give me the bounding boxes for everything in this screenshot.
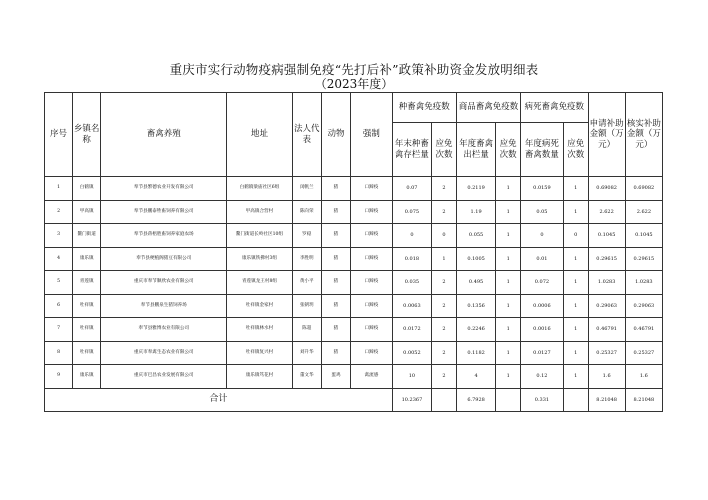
cell-commercial-count: 1: [496, 247, 521, 271]
cell-dead-count: 1: [563, 365, 588, 389]
cell-breeding-stock: 0.0172: [392, 318, 431, 342]
cell-legal-rep: 陈向荣: [292, 200, 321, 224]
header-breeding-stock: 年末种畜禽存栏量: [392, 123, 431, 177]
document-subtitle: （2023年度）: [314, 77, 394, 91]
cell-commercial-count: 1: [496, 318, 521, 342]
table-row: [45, 341, 663, 365]
cell-farm: 重庆市巴昌农业发展有限公司: [101, 365, 227, 389]
cell-applied: 0.69082: [588, 177, 625, 201]
cell-verified: 1.6: [625, 365, 662, 389]
cell-immunization: 口蹄疫: [351, 341, 393, 365]
cell-legal-rep: 闵帆兰: [292, 177, 321, 201]
cell-legal-rep: 李胜明: [292, 247, 321, 271]
cell-dead-num: 0.0127: [521, 341, 564, 365]
cell-address: 鳌门街道长岭社区10组: [227, 224, 292, 248]
cell-animal: 猪: [321, 318, 350, 342]
cell-commercial-count: 1: [496, 271, 521, 295]
cell-seq: 1: [45, 177, 73, 201]
cell-dead-count: 1: [563, 200, 588, 224]
header-address: 地址: [227, 93, 292, 177]
table-row: [45, 318, 663, 342]
cell-applied: 0.29063: [588, 294, 625, 318]
cell-dead-num: 0.0159: [521, 177, 564, 201]
cell-breeding-count: 2: [432, 177, 457, 201]
cell-address: 吐祥镇林水村: [227, 318, 292, 342]
cell-address: 白鹤镇梁庙社区6组: [227, 177, 292, 201]
cell-verified: 0.1045: [625, 224, 662, 248]
cell-applied: 0.1045: [588, 224, 625, 248]
cell-verified: 0.29063: [625, 294, 662, 318]
cell-verified: 0.46791: [625, 318, 662, 342]
cell-breeding-count: 2: [432, 294, 457, 318]
cell-commercial-out: 1.19: [456, 200, 495, 224]
cell-applied: 1.0283: [588, 271, 625, 295]
total-label: 合计: [45, 388, 393, 412]
cell-farm: 奉节县繁德农业开发有限公司: [101, 177, 227, 201]
cell-commercial-out: 0.1005: [456, 247, 495, 271]
cell-town: 吐祥镇: [73, 318, 101, 342]
cell-animal: 猪: [321, 224, 350, 248]
cell-seq: 7: [45, 318, 73, 342]
cell-commercial-count: 1: [496, 341, 521, 365]
cell-farm: 奉节县蒋梧胜畜饲养家庭农场: [101, 224, 227, 248]
cell-verified: 2.622: [625, 200, 662, 224]
total-dead-num: 0.331: [521, 388, 564, 412]
cell-breeding-count: 0: [432, 224, 457, 248]
cell-breeding-stock: 0.0063: [392, 294, 431, 318]
cell-applied: 1.6: [588, 365, 625, 389]
cell-dead-count: 1: [563, 341, 588, 365]
cell-farm: 重庆市奉禽生态农业有限公司: [101, 341, 227, 365]
cell-breeding-stock: 0.018: [392, 247, 431, 271]
cell-legal-rep: 罗稳: [292, 224, 321, 248]
cell-breeding-count: 1: [432, 247, 457, 271]
cell-commercial-count: 1: [496, 365, 521, 389]
document-title: 重庆市实行动物疫病强制免疫“先打后补”政策补助资金发放明细表: [169, 62, 539, 77]
header-farm: 畜禽养殖: [101, 93, 227, 177]
table-row: [45, 271, 663, 295]
cell-seq: 4: [45, 247, 73, 271]
cell-farm: 奉节县鹏泉生猪饲养场: [101, 294, 227, 318]
header-dead-count: 应免次数: [563, 123, 588, 177]
cell-farm: 重庆市奉节顺欣农业有限公司: [101, 271, 227, 295]
cell-dead-num: 0.0006: [521, 294, 564, 318]
header-commercial-count: 应免次数: [496, 123, 521, 177]
cell-dead-num: 0: [521, 224, 564, 248]
header-verified: 核实补助金额（万元）: [625, 93, 662, 177]
cell-breeding-count: 2: [432, 318, 457, 342]
cell-immunization: 口蹄疫: [351, 200, 393, 224]
header-animal: 动物: [321, 93, 350, 177]
header-dead-num: 年度病死畜禽数量: [521, 123, 564, 177]
cell-dead-num: 0.072: [521, 271, 564, 295]
cell-dead-count: 1: [563, 247, 588, 271]
header-commercial-group: 商品畜禽免疫数: [456, 93, 520, 123]
cell-animal: 猪: [321, 177, 350, 201]
cell-town: 吐祥镇: [73, 341, 101, 365]
header-legal-rep: 法人代表: [292, 93, 321, 177]
cell-address: 青莲镇龙王村8组: [227, 271, 292, 295]
header-seq: 序号: [45, 93, 73, 177]
table-body: [45, 177, 663, 389]
cell-seq: 9: [45, 365, 73, 389]
header-dead-group: 病死畜禽免疫数: [521, 93, 589, 123]
cell-animal: 猪: [321, 247, 350, 271]
total-empty-cell: [496, 388, 521, 412]
cell-breeding-count: 2: [432, 341, 457, 365]
cell-breeding-count: 2: [432, 365, 457, 389]
subsidy-table: [44, 92, 663, 412]
cell-farm: 奉节县鹏泰牲畜饲养有限公司: [101, 200, 227, 224]
cell-address: 甲高镇合营村: [227, 200, 292, 224]
cell-breeding-stock: 10: [392, 365, 431, 389]
cell-breeding-stock: 0: [392, 224, 431, 248]
table-row: [45, 177, 663, 201]
cell-breeding-count: 2: [432, 271, 457, 295]
cell-breeding-count: 2: [432, 200, 457, 224]
cell-farm: 奉节县梗植阁猪豆有限公司: [101, 247, 227, 271]
cell-dead-count: 1: [563, 318, 588, 342]
cell-animal: 蛋鸡: [321, 365, 350, 389]
cell-town: 康乐镇: [73, 365, 101, 389]
cell-dead-num: 0.05: [521, 200, 564, 224]
cell-town: 鳌门街道: [73, 224, 101, 248]
cell-commercial-out: 0.1356: [456, 294, 495, 318]
cell-seq: 5: [45, 271, 73, 295]
cell-commercial-out: 0.1182: [456, 341, 495, 365]
cell-commercial-out: 0.2119: [456, 177, 495, 201]
cell-immunization: 口蹄疫: [351, 271, 393, 295]
cell-town: 青莲镇: [73, 271, 101, 295]
cell-address: 康乐镇铁佛村3组: [227, 247, 292, 271]
header-town: 乡镇名称: [73, 93, 101, 177]
cell-breeding-stock: 0.035: [392, 271, 431, 295]
total-commercial-out: 6.7928: [456, 388, 495, 412]
cell-commercial-out: 0.2246: [456, 318, 495, 342]
cell-immunization: 口蹄疫: [351, 247, 393, 271]
cell-immunization: 口蹄疫: [351, 224, 393, 248]
cell-commercial-out: 4: [456, 365, 495, 389]
cell-address: 吐祥镇金家村: [227, 294, 292, 318]
cell-seq: 6: [45, 294, 73, 318]
cell-seq: 2: [45, 200, 73, 224]
header-commercial-out: 年度畜禽出栏量: [456, 123, 495, 177]
cell-breeding-stock: 0.075: [392, 200, 431, 224]
total-verified: 8.21048: [625, 388, 662, 412]
total-row: [45, 388, 663, 412]
cell-applied: 2.622: [588, 200, 625, 224]
cell-dead-count: 0: [563, 224, 588, 248]
cell-dead-count: 1: [563, 271, 588, 295]
total-empty-cell: [563, 388, 588, 412]
cell-address: 吐祥镇复兴村: [227, 341, 292, 365]
cell-commercial-count: 1: [496, 200, 521, 224]
cell-town: 吐祥镇: [73, 294, 101, 318]
cell-dead-num: 0.0016: [521, 318, 564, 342]
cell-animal: 猪: [321, 341, 350, 365]
cell-applied: 0.25327: [588, 341, 625, 365]
cell-breeding-stock: 0.0052: [392, 341, 431, 365]
cell-commercial-count: 1: [496, 177, 521, 201]
cell-commercial-out: 0.495: [456, 271, 495, 295]
cell-immunization: 口蹄疫: [351, 177, 393, 201]
table-row: [45, 247, 663, 271]
cell-verified: 0.29615: [625, 247, 662, 271]
cell-breeding-stock: 0.07: [392, 177, 431, 201]
cell-commercial-out: 0.055: [456, 224, 495, 248]
header-applied: 申请补助金额（万元）: [588, 93, 625, 177]
header-row-1: [45, 93, 663, 123]
cell-animal: 猪: [321, 271, 350, 295]
cell-town: 甲高镇: [73, 200, 101, 224]
cell-legal-rep: 刘升华: [292, 341, 321, 365]
cell-dead-num: 0.01: [521, 247, 564, 271]
cell-commercial-count: 1: [496, 294, 521, 318]
cell-address: 康乐镇笃花村: [227, 365, 292, 389]
cell-legal-rep: 董文华: [292, 365, 321, 389]
table-row: [45, 200, 663, 224]
cell-applied: 0.46791: [588, 318, 625, 342]
table-row: [45, 224, 663, 248]
cell-animal: 猪: [321, 200, 350, 224]
cell-seq: 8: [45, 341, 73, 365]
cell-legal-rep: 陈超: [292, 318, 321, 342]
cell-commercial-count: 1: [496, 224, 521, 248]
cell-applied: 0.29615: [588, 247, 625, 271]
cell-immunization: 禽流感: [351, 365, 393, 389]
table-row: [45, 294, 663, 318]
total-breeding-stock: 10.2367: [392, 388, 431, 412]
cell-immunization: 口蹄疫: [351, 294, 393, 318]
cell-verified: 0.25327: [625, 341, 662, 365]
total-empty-cell: [432, 388, 457, 412]
header-breeding-count: 应免次数: [432, 123, 457, 177]
table-row: [45, 365, 663, 389]
cell-seq: 3: [45, 224, 73, 248]
cell-legal-rep: 黄小平: [292, 271, 321, 295]
cell-legal-rep: 张朝玥: [292, 294, 321, 318]
cell-dead-count: 1: [563, 177, 588, 201]
cell-animal: 猪: [321, 294, 350, 318]
cell-farm: 奉节县雅博农业有限公司: [101, 318, 227, 342]
total-applied: 8.21048: [588, 388, 625, 412]
cell-town: 白鹤镇: [73, 177, 101, 201]
header-immunization: 强制: [351, 93, 393, 177]
cell-town: 康乐镇: [73, 247, 101, 271]
header-breeding-group: 种畜禽免疫数: [392, 93, 456, 123]
cell-dead-num: 0.12: [521, 365, 564, 389]
cell-immunization: 口蹄疫: [351, 318, 393, 342]
cell-verified: 1.0283: [625, 271, 662, 295]
cell-dead-count: 1: [563, 294, 588, 318]
cell-verified: 0.69082: [625, 177, 662, 201]
